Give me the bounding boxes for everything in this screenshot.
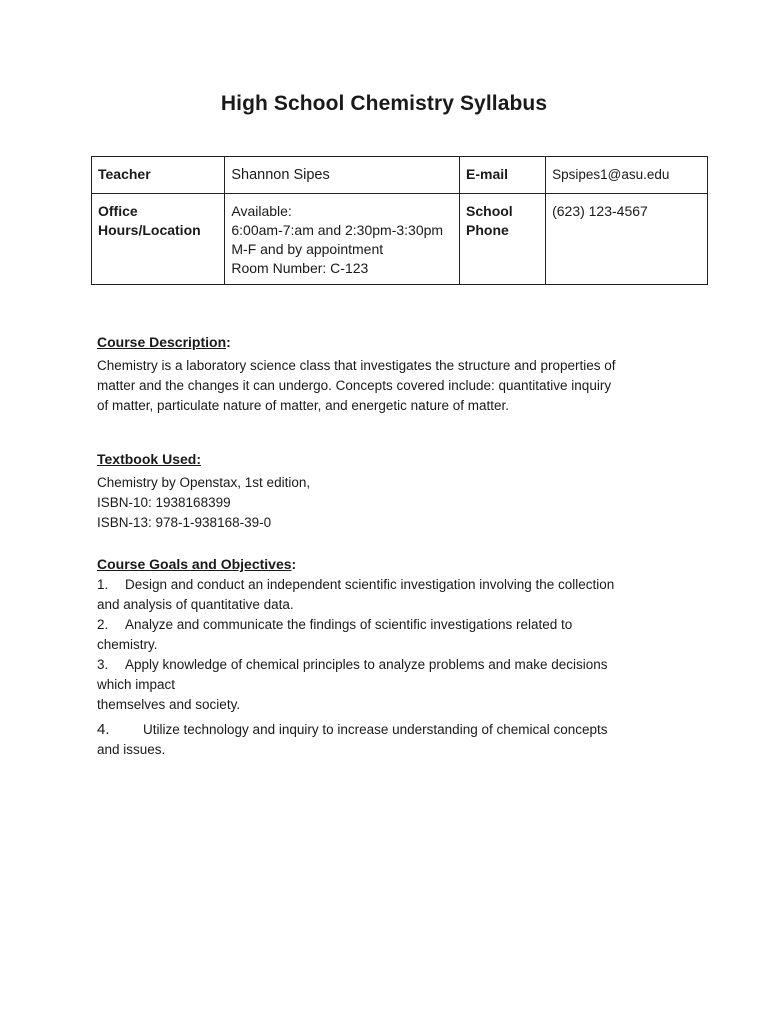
goal-number: 1. <box>97 577 109 592</box>
availability-line: M-F and by appointment <box>231 241 384 257</box>
teacher-name-cell <box>225 157 460 194</box>
goal-item <box>97 575 637 615</box>
goal-item <box>97 720 637 760</box>
isbn-13: ISBN-13: 978-1-938168-39-0 <box>97 515 272 530</box>
textbook-line: Chemistry by Openstax, 1st edition, <box>97 475 311 490</box>
office-hours-label <box>92 194 225 285</box>
goal-text: Apply knowledge of chemical principles to analyze problems and make decisions <box>125 657 608 672</box>
email-value: Spsipes1@asu.edu <box>552 167 670 182</box>
isbn-10: ISBN-10: 1938168399 <box>97 495 231 510</box>
goal-number: 4. <box>97 721 110 738</box>
course-description-text <box>97 356 637 416</box>
paragraph-line: of matter, particulate nature of matter, and energetic nature of matter. <box>97 398 509 413</box>
table-row <box>92 194 708 285</box>
availability-line: 6:00am-7:am and 2:30pm-3:30pm <box>231 222 444 238</box>
goal-item <box>97 615 637 655</box>
textbook-details <box>97 473 637 533</box>
goal-number: 2. <box>97 617 109 632</box>
school-phone-label <box>460 194 546 285</box>
textbook-section <box>97 449 637 533</box>
course-description-section <box>97 332 637 416</box>
teacher-label: Teacher <box>92 157 225 194</box>
goal-text: Utilize technology and inquiry to increase understanding of chemical concepts <box>143 722 608 737</box>
goal-text: themselves and society. <box>97 697 241 712</box>
paragraph-line: Chemistry is a laboratory science class that investigates the structure and properties of <box>97 358 616 373</box>
availability-cell <box>225 194 460 285</box>
goal-text: which impact <box>97 677 176 692</box>
goals-heading: Course Goals and Objectives: <box>97 556 297 572</box>
goals-list <box>97 575 637 760</box>
phone-label-line: School <box>466 203 513 219</box>
page-title: High School Chemistry Syllabus <box>220 92 548 115</box>
office-label-line: Hours/Location <box>98 222 201 238</box>
goal-text: and analysis of quantitative data. <box>97 597 294 612</box>
goals-section <box>97 554 637 760</box>
goal-text: Design and conduct an independent scientific investigation involving the collection <box>125 577 615 592</box>
goal-number: 3. <box>97 657 109 672</box>
goal-text: Analyze and communicate the findings of scientific investigations related to <box>125 617 573 632</box>
email-cell <box>546 157 708 194</box>
course-description-heading: Course Description: <box>97 334 231 350</box>
paragraph-line: matter and the changes it can undergo. Concepts covered include: quantitative inquiry <box>97 378 612 393</box>
room-number: Room Number: C-123 <box>231 260 369 276</box>
table-row <box>92 157 708 194</box>
availability-line: Available: <box>231 203 292 219</box>
phone-value: (623) 123-4567 <box>546 194 708 285</box>
goal-text: chemistry. <box>97 637 158 652</box>
phone-label-line: Phone <box>466 222 509 238</box>
textbook-heading: Textbook Used: <box>97 451 201 467</box>
teacher-name: Shannon Sipes <box>231 167 330 183</box>
office-label-line: Office <box>98 203 138 219</box>
teacher-info-table <box>91 156 708 285</box>
goal-item <box>97 655 637 715</box>
goal-text: and issues. <box>97 742 166 757</box>
email-label: E-mail <box>460 157 546 194</box>
